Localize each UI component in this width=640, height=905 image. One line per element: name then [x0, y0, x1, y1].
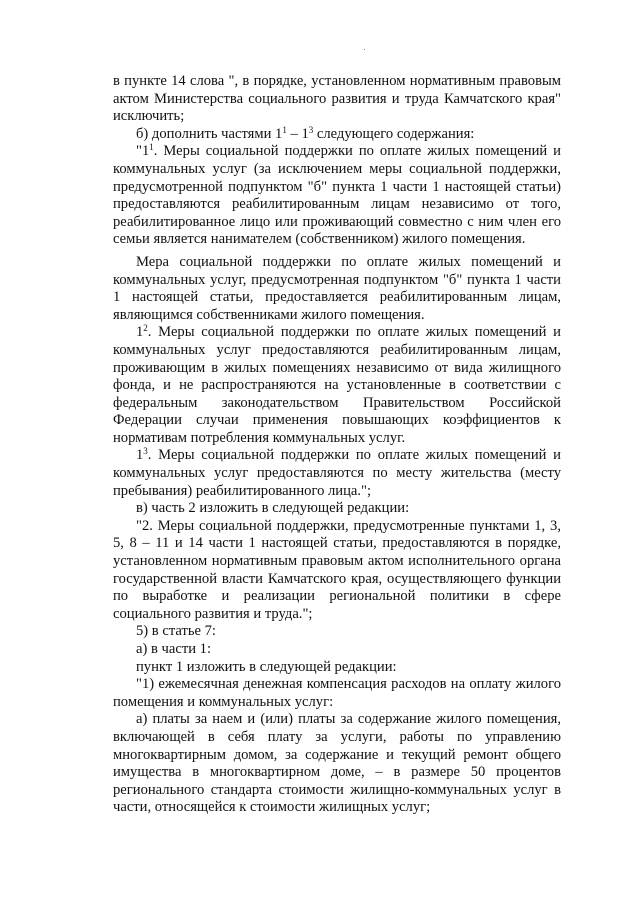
superscript: 3: [143, 446, 148, 457]
paragraph-monthly-compensation: "1) ежемесячная денежная компенсация расходов на оплату жилого помещения и коммунальных услуг:: [113, 676, 561, 710]
paragraph-p14-exclusion: в пункте 14 слова ", в порядке, установленном нормативным правовым актом Министерства социального развития и труда Камчатского края" исключить;: [113, 73, 561, 125]
text-fragment: следующего содержания:: [313, 125, 475, 142]
text-fragment: . Меры социальной поддержки по оплате жилых помещений и коммунальных услуг предоставляются реабилитированным лицам, проживающим в жилых помещениях независимо от вида жилищного фонда, и не распространяются на установленные в соответствии с федеральным законодательством Правительством Российской Федерации случаи применения повышающих коэффициентов к нормативам потребления коммунальных услуг.: [113, 324, 561, 446]
text-fragment: . Меры социальной поддержки по оплате жилых помещений и коммунальных услуг предоставляются по месту жительства (месту пребывания) реабилитированного лица.";: [113, 447, 561, 499]
paragraph-part-2: "2. Меры социальной поддержки, предусмотренные пунктами 1, 3, 5, 8 – 11 и 14 части 1 настоящей статьи, предоставляются в порядке, установленном нормативным правовым актом исполнительного органа государственной власти Камчатского края, осуществляющего функции по выработке и реализации региональной политики в сфере социального развития и труда.";: [113, 517, 561, 622]
text-fragment: "1: [136, 143, 150, 160]
paragraph-part-1-3: [113, 447, 561, 500]
text-fragment: 1: [136, 447, 144, 464]
paragraph-part-1-2: [113, 324, 561, 447]
text-fragment: – 1: [286, 125, 309, 142]
superscript: 3: [308, 124, 314, 135]
paragraph-point-1-heading: пункт 1 изложить в следующей редакции:: [136, 658, 397, 675]
paragraph-owner-measure: Мера социальной поддержки по оплате жилых помещений и коммунальных услуг, предусмотренная подпунктом "б" пункта 1 части 1 настоящей статьи, предоставляется реабилитированным лицам, являющимся собственниками жилого помещения.: [113, 253, 561, 323]
document-page: [113, 73, 561, 817]
superscript: 2: [143, 323, 148, 334]
text-fragment: . Меры социальной поддержки по оплате жилых помещений и коммунальных услуг (за исключением меры социальной поддержки, предусмотренной подпунктом "б" пункта 1 части 1 настоящей статьи) предоставляются реабилитированным лицам независимо от того, реабилитированное лицо или проживающий совместно с ним член его семьи является нанимателем (собственником) жилого помещения.: [113, 143, 561, 248]
paragraph-rent-fee: а) платы за наем и (или) платы за содержание жилого помещения, включающей в себя плату за услуги, работы по управлению многоквартирным домом, за содержание и текущий ремонт общего имущества в многоквартирном доме, – в размере 50 процентов регионального стандарта стоимости жилищно-коммунальных услуг в части, относящейся к стоимости жилищных услуг;: [113, 711, 561, 816]
scan-speck: [364, 49, 365, 50]
superscript: 1: [149, 142, 154, 153]
paragraph-article-7: 5) в статье 7:: [136, 623, 216, 640]
text-fragment: 1: [136, 324, 144, 341]
text-fragment: б) дополнить частями 1: [136, 125, 283, 142]
superscript: 1: [282, 124, 287, 135]
paragraph-add-parts: [113, 126, 561, 144]
paragraph-part-2-heading: в) часть 2 изложить в следующей редакции:: [136, 500, 410, 517]
paragraph-part-1-1: [113, 143, 561, 249]
paragraph-part-1-a: а) в части 1:: [136, 641, 212, 657]
